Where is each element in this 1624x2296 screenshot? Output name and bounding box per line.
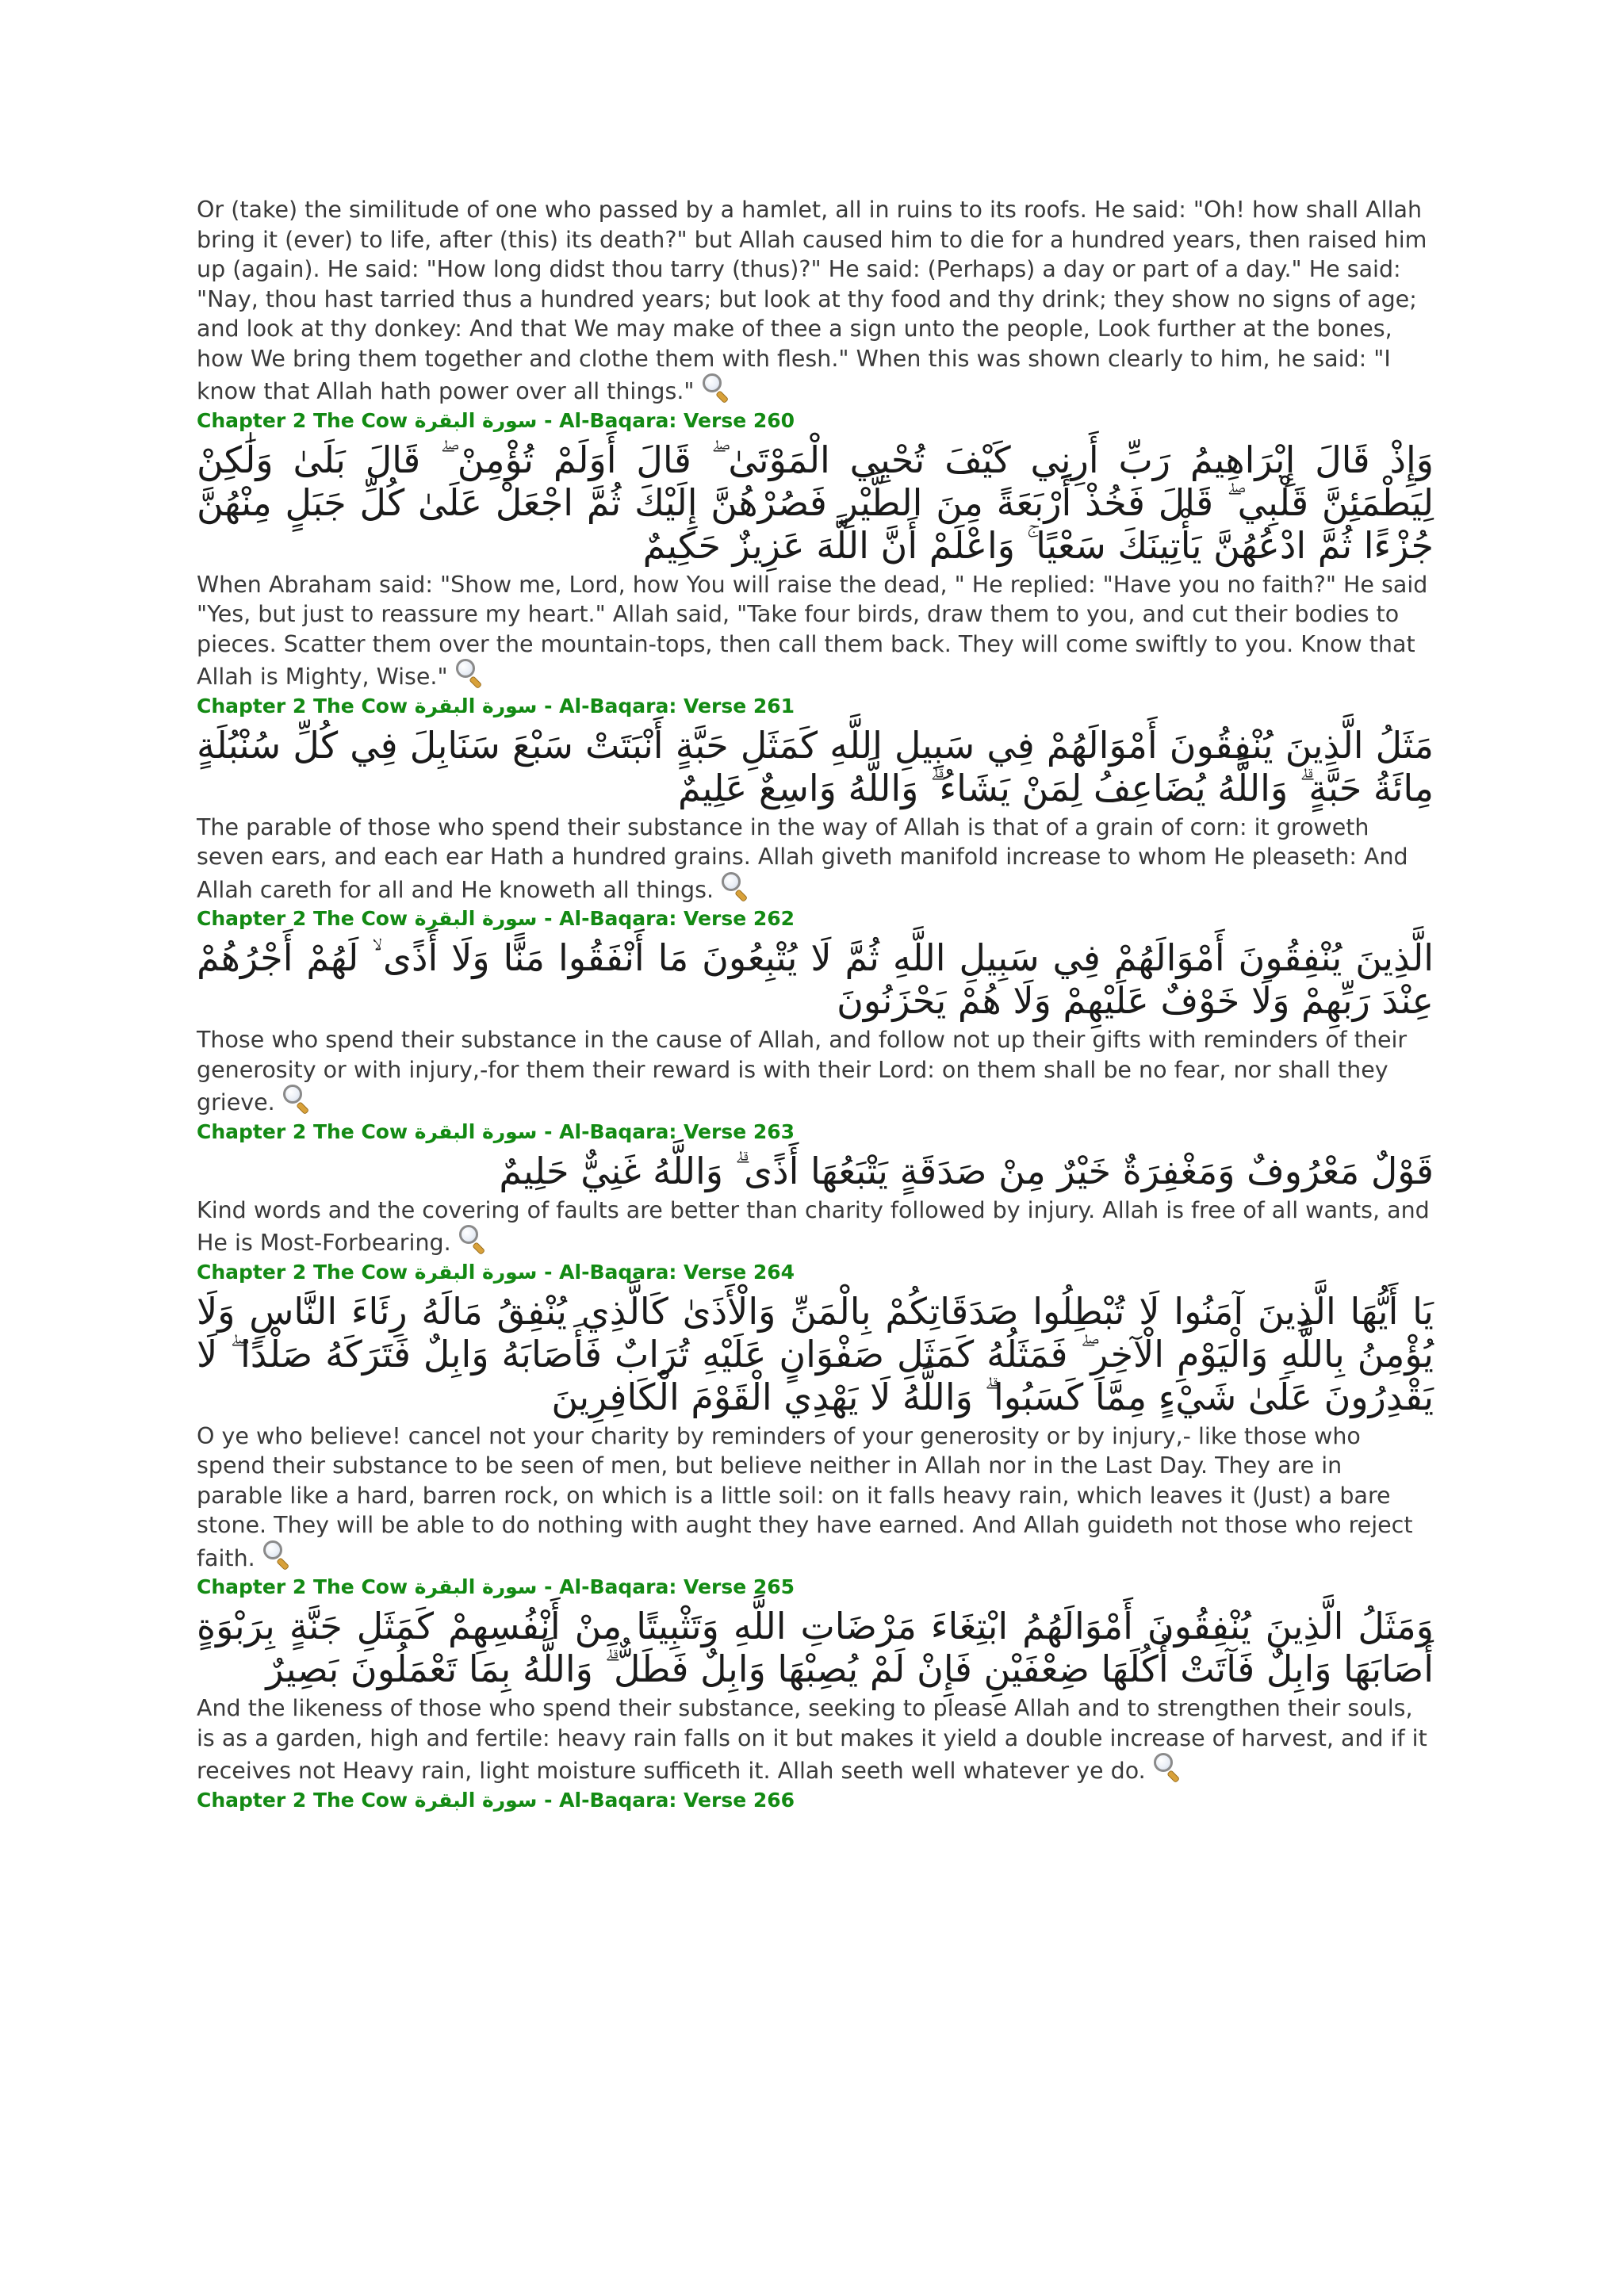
surah-arabic-title: سورة البقرة: [414, 1788, 538, 1812]
translation-body: Or (take) the similitude of one who passed by a hamlet, all in ruins to its roofs. He said: "Oh! how shall Allah bring it (ever) to life, after (this) its death?" but Allah caused him to die for a hundred years, then raised him up (again). He said: "How long didst thou tarry (thus)?" He said: (Perhaps) a day or part of a day." He said: "Nay, thou hast tarried thus a hundred years; but look at thy food and thy drink; they show no signs of age; and look at thy donkey: And that We may make of thee a sign unto the people, Look further at the bones, how We bring them together and clothe them with flesh." When this was shown clearly to him, he said: "I know that Allah hath power over all things.": [197, 197, 1427, 404]
translation-text: [197, 570, 1434, 692]
verse-heading: [197, 408, 1434, 434]
surah-arabic-title: سورة البقرة: [414, 408, 538, 432]
surah-arabic-title: سورة البقرة: [414, 907, 538, 930]
verse-heading: [197, 906, 1434, 932]
verse-block-261: [197, 694, 1434, 905]
chapter-label: Chapter 2 The Cow: [197, 1119, 408, 1143]
chapter-label: Chapter 2 The Cow: [197, 408, 408, 432]
translation-body: And the likeness of those who spend their substance, seeking to please Allah and to strengthen their souls, is as a garden, high and fertile: heavy rain falls on it but makes it yield a double increase of harvest, and if it receives not Heavy rain, light moisture sufficeth it. Allah seeth well whatever ye do.: [197, 1695, 1427, 1784]
arabic-verse-text: يَا أَيُّهَا الَّذِينَ آمَنُوا لَا تُبْطِلُوا صَدَقَاتِكُمْ بِالْمَنِّ وَالْأَذَىٰ كَالَّذِي يُنْفِقُ مَالَهُ رِئَاءَ النَّاسِ وَلَا يُؤْمِنُ بِاللَّهِ وَالْيَوْمِ الْآخِرِ ۖ فَمَثَلُهُ كَمَثَلِ صَفْوَانٍ عَلَيْهِ تُرَابٌ فَأَصَابَهُ وَابِلٌ فَتَرَكَهُ صَلْدًا ۖ لَا يَقْدِرُونَ عَلَىٰ شَيْءٍ مِمَّا كَسَبُوا ۗ وَاللَّهُ لَا يَهْدِي الْقَوْمَ الْكَافِرِينَ: [197, 1289, 1434, 1418]
translation-text: [197, 1693, 1434, 1786]
translation-body: When Abraham said: "Show me, Lord, how You will raise the dead, " He replied: "Have you no faith?" He said "Yes, but just to reassure my heart." Allah said, "Take four birds, draw them to you, and cut their bodies to pieces. Scatter them over the mountain-tops, then call them back. They will come swiftly to you. Know that Allah is Mighty, Wise.": [197, 571, 1428, 690]
verse-block-259: [197, 195, 1434, 407]
document-page: [197, 195, 1434, 1813]
arabic-verse-text: وَإِذْ قَالَ إِبْرَاهِيمُ رَبِّ أَرِنِي كَيْفَ تُحْيِي الْمَوْتَىٰ ۖ قَالَ أَوَلَمْ تُؤْمِنْ ۖ قَالَ بَلَىٰ وَلَٰكِنْ لِيَطْمَئِنَّ قَلْبِي ۖ قَالَ فَخُذْ أَرْبَعَةً مِنَ الطَّيْرِ فَصُرْهُنَّ إِلَيْكَ ثُمَّ اجْعَلْ عَلَىٰ كُلِّ جَبَلٍ مِنْهُنَّ جُزْءًا ثُمَّ ادْعُهُنَّ يَأْتِينَكَ سَعْيًا ۚ وَاعْلَمْ أَنَّ اللَّهَ عَزِيزٌ حَكِيمٌ: [197, 438, 1434, 567]
translation-text: [197, 1196, 1434, 1258]
arabic-verse-text: وَمَثَلُ الَّذِينَ يُنْفِقُونَ أَمْوَالَهُمُ ابْتِغَاءَ مَرْضَاتِ اللَّهِ وَتَثْبِيتًا مِنْ أَنْفُسِهِمْ كَمَثَلِ جَنَّةٍ بِرَبْوَةٍ أَصَابَهَا وَابِلٌ فَآتَتْ أُكُلَهَا ضِعْفَيْنِ فَإِنْ لَمْ يُصِبْهَا وَابِلٌ فَطَلٌّ ۗ وَاللَّهُ بِمَا تَعْمَلُونَ بَصِيرٌ: [197, 1605, 1434, 1690]
arabic-verse-text: مَثَلُ الَّذِينَ يُنْفِقُونَ أَمْوَالَهُمْ فِي سَبِيلِ اللَّهِ كَمَثَلِ حَبَّةٍ أَنْبَتَتْ سَبْعَ سَنَابِلَ فِي كُلِّ سُنْبُلَةٍ مِائَةُ حَبَّةٍ ۗ وَاللَّهُ يُضَاعِفُ لِمَنْ يَشَاءُ ۗ وَاللَّهُ وَاسِعٌ عَلِيمٌ: [197, 723, 1434, 809]
chapter-label: Chapter 2 The Cow: [197, 694, 408, 718]
verse-reference: - Al-Baqara: Verse 265: [544, 1575, 795, 1598]
verse-reference: - Al-Baqara: Verse 260: [544, 408, 795, 432]
surah-arabic-title: سورة البقرة: [414, 694, 538, 718]
verse-block-264: [197, 1260, 1434, 1574]
chapter-label: Chapter 2 The Cow: [197, 1788, 408, 1812]
translation-text: [197, 813, 1434, 905]
arabic-verse-text: قَوْلٌ مَعْرُوفٌ وَمَغْفِرَةٌ خَيْرٌ مِنْ صَدَقَةٍ يَتْبَعُهَا أَذًى ۗ وَاللَّهُ غَنِيٌّ حَلِيمٌ: [499, 1149, 1434, 1192]
verse-block-260: [197, 408, 1434, 692]
surah-arabic-title: سورة البقرة: [414, 1575, 538, 1598]
verse-reference: - Al-Baqara: Verse 266: [544, 1788, 795, 1812]
verse-heading: [197, 694, 1434, 719]
arabic-verse-text: الَّذِينَ يُنْفِقُونَ أَمْوَالَهُمْ فِي سَبِيلِ اللَّهِ ثُمَّ لَا يُتْبِعُونَ مَا أَنْفَقُوا مَنًّا وَلَا أَذًى ۙ لَهُمْ أَجْرُهُمْ عِنْدَ رَبِّهِمْ وَلَا خَوْفٌ عَلَيْهِمْ وَلَا هُمْ يَحْزَنُونَ: [197, 936, 1434, 1022]
verse-block-265: [197, 1575, 1434, 1786]
search-icon[interactable]: [718, 872, 749, 899]
verse-reference: - Al-Baqara: Verse 264: [544, 1260, 795, 1284]
verse-heading: [197, 1788, 1434, 1813]
search-icon[interactable]: [260, 1540, 290, 1567]
translation-body: Those who spend their substance in the cause of Allah, and follow not up their gifts with reminders of their generosity or with injury,-for them their reward is with their Lord: on them shall be no fear, nor shall they grieve.: [197, 1027, 1408, 1115]
search-icon[interactable]: [1151, 1753, 1181, 1780]
search-icon[interactable]: [699, 373, 730, 400]
verse-heading: [197, 1119, 1434, 1145]
translation-text: [197, 1422, 1434, 1574]
verse-heading: [197, 1260, 1434, 1285]
verse-block-266: [197, 1788, 1434, 1813]
translation-body: The parable of those who spend their substance in the way of Allah is that of a grain of corn: it groweth seven ears, and each ear Hath a hundred grains. Allah giveth manifold increase to whom He pleaseth: And Allah careth for all and He knoweth all things.: [197, 813, 1408, 903]
translation-text: [197, 1025, 1434, 1118]
verse-reference: - Al-Baqara: Verse 263: [544, 1119, 795, 1143]
chapter-label: Chapter 2 The Cow: [197, 907, 408, 930]
verse-block-263: [197, 1119, 1434, 1258]
verse-block-262: [197, 906, 1434, 1118]
translation-text: [197, 195, 1434, 407]
translation-body: O ye who believe! cancel not your charity by reminders of your generosity or by injury,- like those who spend their substance to be seen of men, but believe neither in Allah nor in the Last Day. They are in parable like a hard, barren rock, on which is a little soil: on it falls heavy rain, which leaves it (Just) a bare stone. They will be able to do nothing with aught they have earned. And Allah guideth not those who reject faith.: [197, 1422, 1413, 1571]
surah-arabic-title: سورة البقرة: [414, 1260, 538, 1284]
surah-arabic-title: سورة البقرة: [414, 1119, 538, 1143]
translation-body: Kind words and the covering of faults are better than charity followed by injury. Allah is free of all wants, and He is Most-Forbearing.: [197, 1196, 1430, 1256]
verse-reference: - Al-Baqara: Verse 261: [544, 694, 795, 718]
search-icon[interactable]: [456, 1225, 486, 1252]
search-icon[interactable]: [280, 1085, 310, 1112]
chapter-label: Chapter 2 The Cow: [197, 1260, 408, 1284]
chapter-label: Chapter 2 The Cow: [197, 1575, 408, 1598]
verse-heading: [197, 1575, 1434, 1600]
search-icon[interactable]: [453, 659, 483, 686]
verse-reference: - Al-Baqara: Verse 262: [544, 907, 795, 930]
